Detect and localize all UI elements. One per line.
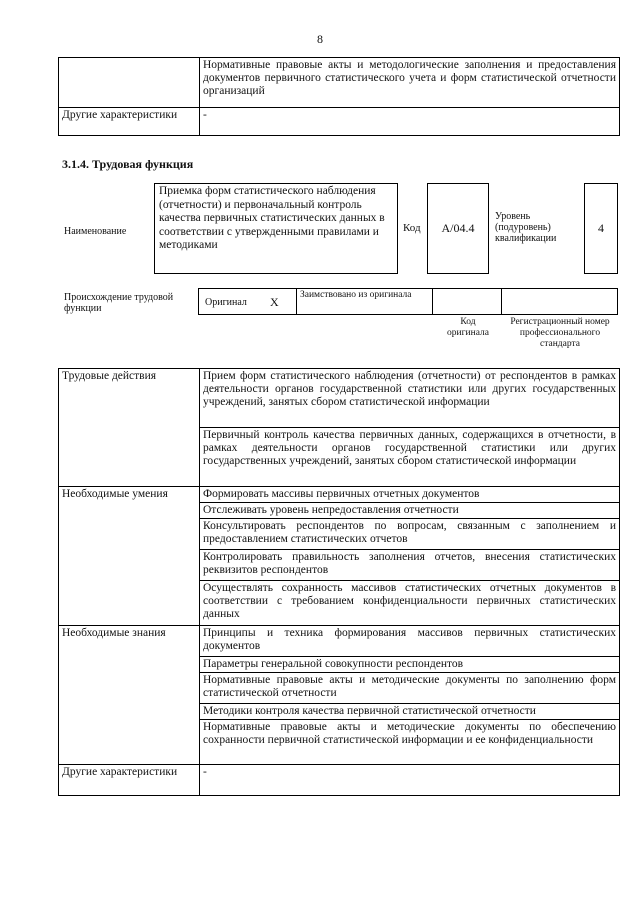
origin-divider-3 [501,288,502,315]
top-table-row2-value: - [200,108,620,136]
knowledge-item: Принципы и техника формирования массивов первичных статистических документов [200,626,620,657]
skills-label: Необходимые умения [59,487,200,626]
level-value: 4 [598,221,604,235]
skill-item: Формировать массивы первичных отчетных документов [200,487,620,503]
origin-divider-2 [432,288,433,315]
main-table [58,368,620,796]
code-label: Код [403,222,421,234]
section-heading: 3.1.4. Трудовая функция [62,157,194,171]
code-value-box [427,183,489,274]
top-table-empty-cell [59,58,200,108]
level-label: Уровень (подуровень) квалификации [495,211,557,244]
original-label: Оригинал [205,297,247,308]
top-table-row1-text: Нормативные правовые акты и методологические заполнения и предоставления документов первичного статистического учета и форм статистической отчетности организаций [200,58,620,108]
actions-label: Трудовые действия [59,369,200,487]
level-value-box [584,183,618,274]
action-item: Первичный контроль качества первичных данных, содержащихся в отчетности, в рамках деятельности органов государственной статистики или других государственных учреждений, занятых сбором статистической информации [200,428,620,487]
borrowed-label: Заимствовано из оригинала [300,290,412,300]
name-value: Приемка форм статистического наблюдения (отчетности) и первоначальный контроль качества первичных статистических данных в соответствии с утвержденными правилами и методиками [159,185,385,251]
knowledge-item: Нормативные правовые акты и методические документы по обеспечению сохранности первичной статистической информации и ее конфиденциальности [200,720,620,765]
knowledge-item: Параметры генеральной совокупности респондентов [200,657,620,673]
name-value-box [154,183,398,274]
skill-item: Контролировать правильность заполнения отчетов, внесения статистических реквизитов респондентов [200,550,620,581]
action-item: Прием форм статистического наблюдения (отчетности) от респондентов в рамках деятельности органов государственной статистики или других государственных учреждений, занятых сбором статистической информации [200,369,620,428]
knowledge-label: Необходимые знания [59,626,200,765]
skill-item: Отслеживать уровень непредоставления отчетности [200,503,620,519]
other-label: Другие характеристики [59,765,200,796]
code-value: А/04.4 [441,221,475,235]
top-table [58,57,620,136]
other-value: - [200,765,620,796]
original-mark: X [270,295,279,309]
skill-item: Консультировать респондентов по вопросам, связанным с заполнением и предоставлением статистических отчетов [200,519,620,550]
page-number: 8 [317,32,323,46]
code-original-caption: Код оригинала [447,317,489,338]
skill-item: Осуществлять сохранность массивов статистических отчетных документов в соответствии с требованием конфиденциальности первичных статистических данных [200,581,620,626]
knowledge-item: Методики контроля качества первичной статистической отчетности [200,704,620,720]
origin-label: Происхождение трудовой функции [64,292,174,314]
name-label: Наименование [64,226,127,237]
reg-number-caption: Регистрационный номер профессионального стандарта [510,317,610,349]
top-table-row2-label: Другие характеристики [59,108,200,136]
origin-divider-1 [296,288,297,315]
knowledge-item: Нормативные правовые акты и методические документы по заполнению форм статистической отчетности [200,673,620,704]
